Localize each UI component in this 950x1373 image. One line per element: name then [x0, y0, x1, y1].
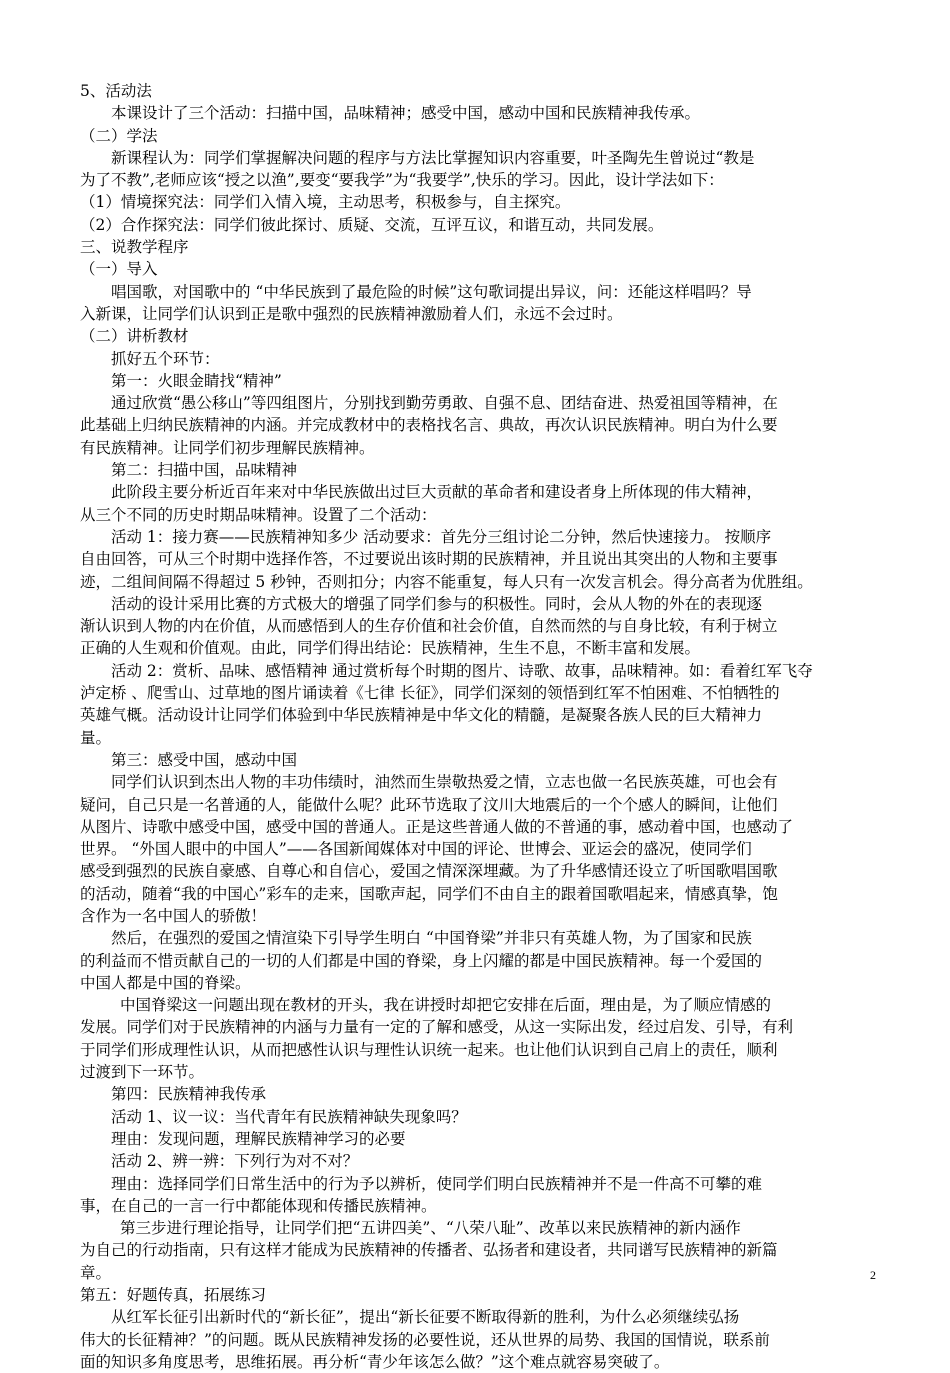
text-line: 迹，二组间间隔不得超过 5 秒钟，否则扣分；内容不能重复，每人只有一次发言机会。得分高者为优胜组。 — [80, 572, 813, 591]
text-line: 过渡到下一环节。 — [80, 1063, 205, 1082]
text-line: 第一：火眼金睛找“精神” — [111, 371, 282, 390]
text-line: 第二：扫描中国，品味精神 — [111, 461, 298, 480]
text-line: 入新课，让同学们认识到正是歌中强烈的民族精神激励着人们，永远不会过时。 — [80, 304, 623, 323]
text-line: 伟大的长征精神？”的问题。既从民族精神发扬的必要性说，还从世界的局势、我国的国情说，联系前 — [80, 1330, 770, 1349]
text-line: 通过欣赏“愚公移山”等四组图片，分别找到勤劳勇敢、自强不息、团结奋进、热爱祖国等精神，在 — [111, 394, 778, 413]
text-line: （一）导入 — [80, 260, 158, 279]
text-line: 泸定桥 、爬雪山、过草地的图片诵读着《七律 长征》，同学们深刻的领悟到红军不怕困难、不怕牺牲的 — [80, 684, 780, 703]
text-line: 于同学们形成理性认识，从而把感性认识与理性认识统一起来。也让他们认识到自己肩上的责任，顺利 — [80, 1040, 778, 1059]
text-line: 事，在自己的一言一行中都能体现和传播民族精神。 — [80, 1196, 437, 1215]
text-line: 从三个不同的历史时期品味精神。设置了二个活动： — [80, 505, 437, 524]
text-line: 中国人都是中国的脊梁。 — [80, 973, 251, 992]
text-line: 发展。同学们对于民族精神的内涵与力量有一定的了解和感受，从这一实际出发，经过启发、引导，有利 — [80, 1018, 794, 1037]
text-line: 第五：好题传真，拓展练习 — [80, 1286, 267, 1305]
text-line: （1）情境探究法：同学们入情入境，主动思考，积极参与，自主探究。 — [80, 193, 571, 212]
text-line: 的利益而不惜贡献自己的一切的人们都是中国的脊梁，身上闪耀的都是中国民族精神。每一个爱国的 — [80, 951, 763, 970]
text-line: 理由：选择同学们日常生活中的行为予以辨析，使同学们明白民族精神并不是一件高不可攀的难 — [111, 1174, 763, 1193]
text-line: 从图片、诗歌中感受中国，感受中国的普通人。正是这些普通人做的不普通的事，感动着中国，也感动了 — [80, 817, 794, 836]
text-line: 同学们认识到杰出人物的丰功伟绩时，油然而生崇敬热爱之情，立志也做一名民族英雄，可也会有 — [111, 773, 778, 792]
text-line: 三、说教学程序 — [80, 238, 189, 257]
text-line: 此阶段主要分析近百年来对中华民族做出过巨大贡献的革命者和建设者身上所体现的伟大精神， — [111, 483, 763, 502]
text-line: 从红军长征引出新时代的“新长征”，提出“新长征要不断取得新的胜利，为什么必须继续弘扬 — [111, 1308, 740, 1327]
text-line: 活动 2、辨一辨：下列行为对不对？ — [111, 1152, 359, 1171]
text-line: 为自己的行动指南，只有这样才能成为民族精神的传播者、弘扬者和建设者，共同谱写民族精神的新篇 — [80, 1241, 778, 1260]
text-line: 正确的人生观和价值观。由此，同学们得出结论：民族精神，生生不息，不断丰富和发展。 — [80, 639, 701, 658]
text-line: 第三：感受中国，感动中国 — [111, 750, 298, 769]
text-line: 唱国歌，对国歌中的 “中华民族到了最危险的时候”这句歌词提出异议，问：还能这样唱吗？导 — [111, 282, 752, 301]
text-line: 理由：发现问题，理解民族精神学习的必要 — [111, 1129, 406, 1148]
text-line: 抓好五个环节： — [111, 349, 220, 368]
text-line: 英雄气概。活动设计让同学们体验到中华民族精神是中华文化的精髓，是凝聚各族人民的巨大精神力 — [80, 706, 763, 725]
text-line: 感受到强烈的民族自豪感、自尊心和自信心，爱国之情深深埋藏。为了升华感情还设立了听国歌唱国歌 — [80, 862, 778, 881]
text-line: 新课程认为：同学们掌握解决问题的程序与方法比掌握知识内容重要，叶圣陶先生曾说过“教是 — [111, 148, 755, 167]
text-line: 自由回答，可从三个时期中选择作答，不过要说出该时期的民族精神，并且说出其突出的人物和主要事 — [80, 550, 778, 569]
text-line: 活动的设计采用比赛的方式极大的增强了同学们参与的积极性。同时，会从人物的外在的表现逐 — [111, 594, 763, 613]
text-line: 世界。 “外国人眼中的中国人”——各国新闻媒体对中国的评论、世博会、亚运会的盛况，使同学们 — [80, 840, 752, 859]
text-line: 此基础上归纳民族精神的内涵。并完成教材中的表格找名言、典故，再次认识民族精神。明白为什么要 — [80, 416, 778, 435]
text-line: （二）学法 — [80, 126, 158, 145]
text-line: 本课设计了三个活动：扫描中国，品味精神；感受中国，感动中国和民族精神我传承。 — [111, 104, 701, 123]
text-line: 面的知识多角度思考，思维拓展。再分析“青少年该怎么做？”这个难点就容易突破了。 — [80, 1352, 670, 1371]
text-line: 5、活动法 — [80, 82, 152, 100]
text-line: 章。 — [80, 1263, 112, 1282]
text-line: 中国脊梁这一问题出现在教材的开头，我在讲授时却把它安排在后面，理由是，为了顺应情感的 — [120, 996, 772, 1015]
text-line: 量。 — [80, 728, 112, 747]
text-line: 活动 2：赏析、品味、感悟精神 通过赏析每个时期的图片、诗歌、故事，品味精神。如：看着红军飞夺 — [111, 661, 813, 680]
text-line: 有民族精神。让同学们初步理解民族精神。 — [80, 438, 375, 457]
text-line: 疑问，自己只是一名普通的人，能做什么呢？此环节选取了汶川大地震后的一个个感人的瞬间，让他们 — [80, 795, 778, 814]
text-line: 含作为一名中国人的骄傲！ — [80, 906, 267, 925]
text-line: 活动 1：接力赛——民族精神知多少 活动要求：首先分三组讨论二分钟，然后快速接力。 按顺序 — [111, 527, 772, 546]
text-line: 然后，在强烈的爱国之情渲染下引导学生明白 “中国脊梁”并非只有英雄人物，为了国家和民族 — [111, 929, 752, 948]
text-line: （二）讲析教材 — [80, 327, 189, 346]
text-line: 活动 1、议一议：当代青年有民族精神缺失现象吗？ — [111, 1107, 467, 1126]
text-line: 第四：民族精神我传承 — [111, 1085, 267, 1104]
text-line: 的活动，随着“我的中国心”彩车的走来，国歌声起，同学们不由自主的跟着国歌唱起来，情感真挚，饱 — [80, 884, 778, 903]
page-number: 2 — [870, 1268, 876, 1282]
text-line: 渐认识到人物的内在价值，从而感悟到人的生存价值和社会价值，自然而然的与自身比较，有利于树立 — [80, 617, 778, 636]
text-line: （2）合作探究法：同学们彼此探讨、质疑、交流，互评互议，和谐互动，共同发展。 — [80, 215, 664, 234]
document-body — [80, 80, 880, 1373]
text-line: 为了不教”,老师应该“授之以渔”,要变“要我学”为“我要学”,快乐的学习。因此，设计学法如下： — [80, 171, 724, 190]
text-line: 第三步进行理论指导，让同学们把“五讲四美”、“八荣八耻”、改革以来民族精神的新内涵作 — [120, 1219, 741, 1238]
